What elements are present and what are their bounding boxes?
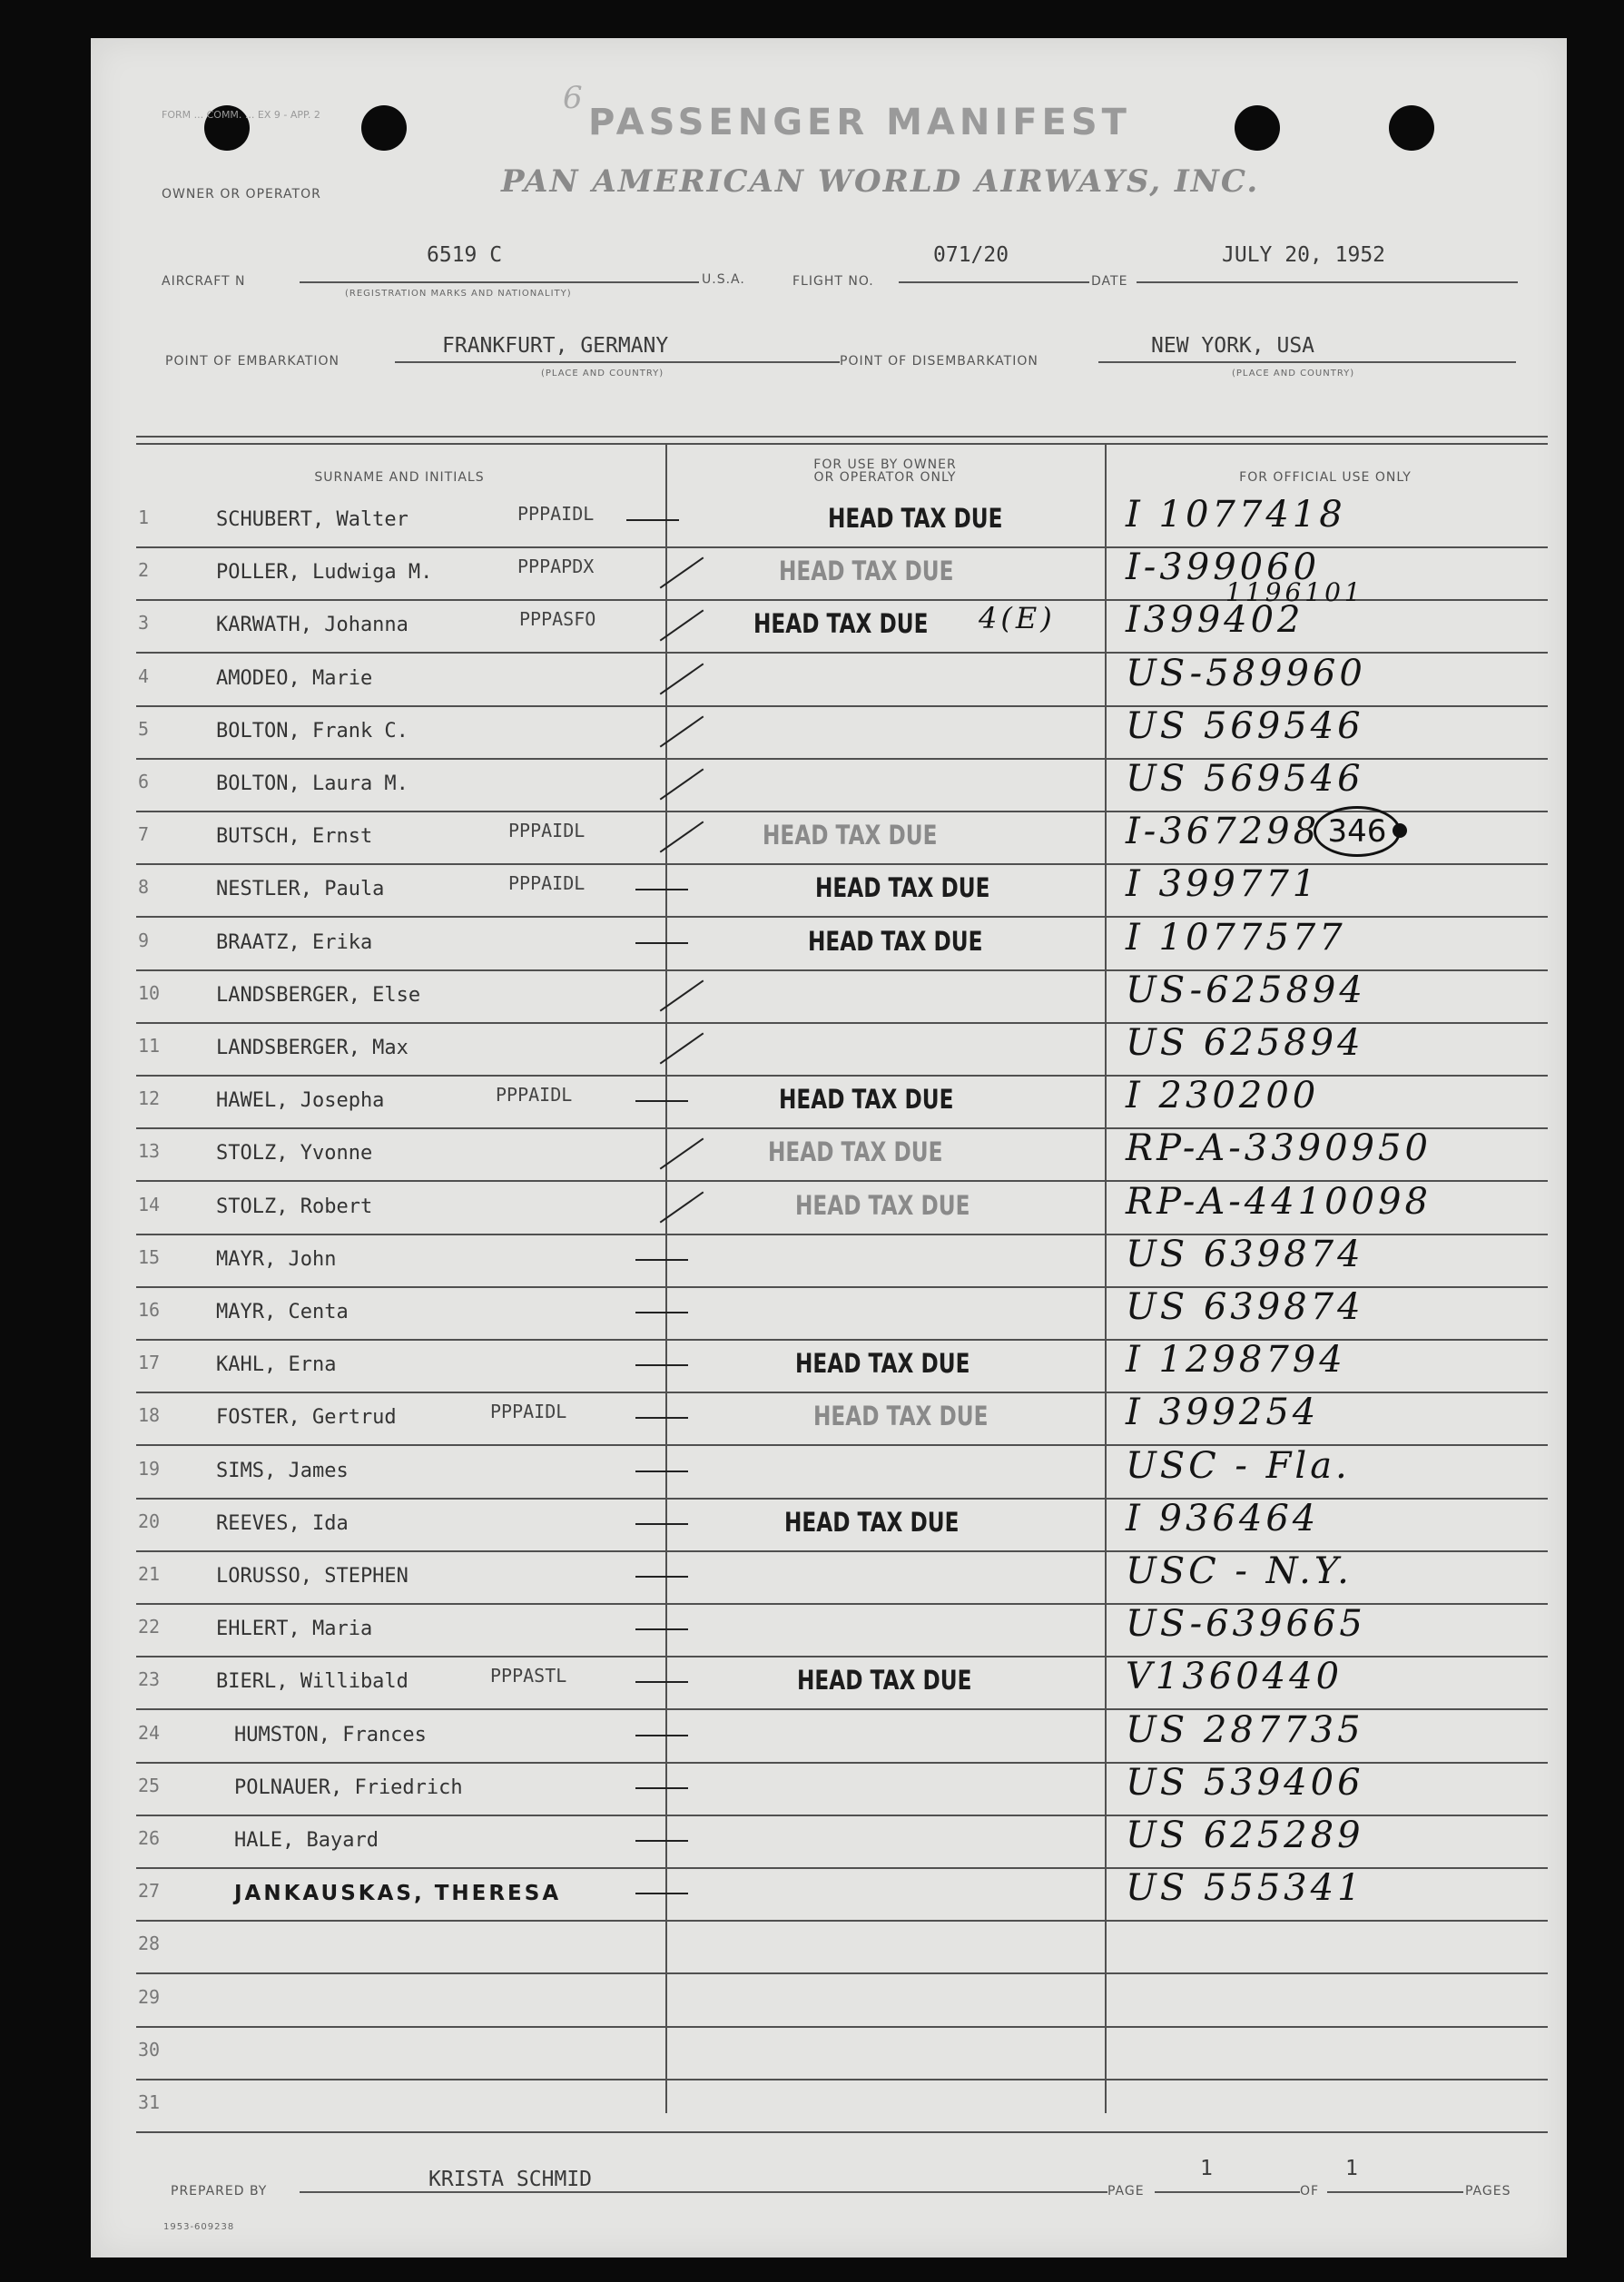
embarkation-label: POINT OF EMBARKATION <box>165 354 340 369</box>
official-entry: I 936464 <box>1126 1498 1320 1539</box>
passenger-name: HUMSTON, Frances <box>234 1724 427 1746</box>
check-mark <box>635 1471 688 1472</box>
row-number: 9 <box>138 930 150 951</box>
passport-code: PPPAIDL <box>508 872 586 894</box>
row-number: 23 <box>138 1668 161 1690</box>
official-entry: US 569546 <box>1126 705 1364 747</box>
row-number: 27 <box>138 1880 161 1902</box>
page-underline <box>1155 2191 1300 2193</box>
check-mark <box>635 1259 688 1261</box>
passport-code: PPPAPDX <box>517 556 595 577</box>
date-label: DATE <box>1091 274 1128 289</box>
passport-code: PPPAIDL <box>496 1084 573 1106</box>
official-entry: US 539406 <box>1126 1762 1364 1804</box>
passenger-name: STOLZ, Yvonne <box>216 1142 373 1165</box>
row-rule <box>136 2131 1548 2133</box>
page-number: 1 <box>1200 2157 1213 2180</box>
official-entry: I 1298794 <box>1126 1339 1346 1381</box>
column-divider-1 <box>665 443 667 2113</box>
check-mark <box>635 1628 688 1630</box>
row-number: 18 <box>138 1404 161 1426</box>
disembarkation-label: POINT OF DISEMBARKATION <box>840 354 1038 369</box>
row-number: 10 <box>138 982 161 1004</box>
head-tax-stamp: HEAD TAX DUE <box>815 872 990 903</box>
passenger-name: LANDSBERGER, Max <box>216 1037 408 1059</box>
total-pages: 1 <box>1345 2157 1358 2180</box>
passenger-name: EHLERT, Maria <box>216 1618 373 1640</box>
row-number: 5 <box>138 718 150 740</box>
prepared-by-underline <box>300 2191 1107 2193</box>
row-number: 8 <box>138 876 150 898</box>
official-entry: USC - N.Y. <box>1126 1550 1353 1592</box>
row-number: 25 <box>138 1775 161 1796</box>
punch-hole-4 <box>1389 105 1434 151</box>
aircraft-number: 6519 C <box>427 243 503 267</box>
passenger-name: HALE, Bayard <box>234 1829 379 1852</box>
flight-number: 071/20 <box>933 243 1009 267</box>
manifest-title: PASSENGER MANIFEST <box>588 102 1131 143</box>
passenger-name: LANDSBERGER, Else <box>216 984 421 1007</box>
passenger-name: POLNAUER, Friedrich <box>234 1776 463 1799</box>
circled-number: 346 <box>1314 806 1401 857</box>
row-number: 3 <box>138 612 150 634</box>
aircraft-underline <box>300 281 699 283</box>
official-entry: US 639874 <box>1126 1286 1364 1328</box>
column-divider-2 <box>1105 443 1107 2113</box>
check-mark <box>635 1417 688 1419</box>
passenger-name: JANKAUSKAS, THERESA <box>234 1882 562 1905</box>
prepared-by-name: KRISTA SCHMID <box>428 2168 593 2191</box>
check-mark <box>635 1893 688 1894</box>
check-mark <box>635 1787 688 1789</box>
official-note: 1196101 <box>1225 577 1364 607</box>
row-rule <box>136 1498 1548 1500</box>
punch-hole-3 <box>1235 105 1280 151</box>
aircraft-label: AIRCRAFT N <box>162 274 246 289</box>
official-entry: RP-A-4410098 <box>1126 1181 1432 1223</box>
column-head-surname: SURNAME AND INITIALS <box>314 470 485 485</box>
official-entry: US-625894 <box>1126 969 1366 1011</box>
passenger-name: BUTSCH, Ernst <box>216 825 373 848</box>
head-tax-stamp: HEAD TAX DUE <box>768 1136 943 1167</box>
page-label: PAGE <box>1107 2184 1145 2198</box>
usa-label: U.S.A. <box>702 272 745 287</box>
official-entry: I 1077577 <box>1126 917 1346 959</box>
head-tax-stamp: HEAD TAX DUE <box>828 503 1003 534</box>
row-number: 4 <box>138 665 150 687</box>
row-number: 21 <box>138 1563 161 1585</box>
check-mark <box>635 1523 688 1525</box>
row-number: 22 <box>138 1616 161 1638</box>
passenger-name: REEVES, Ida <box>216 1512 349 1535</box>
column-head-owner-line1: FOR USE BY OWNER <box>813 457 957 472</box>
official-entry: US 625289 <box>1126 1815 1364 1856</box>
row-rule <box>136 1972 1548 1974</box>
official-entry: I 399254 <box>1126 1392 1320 1433</box>
passenger-name: BOLTON, Frank C. <box>216 720 408 743</box>
official-entry: US 625894 <box>1126 1022 1364 1064</box>
embarkation-place: FRANKFURT, GERMANY <box>442 334 669 358</box>
row-number: 14 <box>138 1194 161 1215</box>
prepared-by-label: PREPARED BY <box>171 2184 268 2198</box>
row-number: 6 <box>138 771 150 792</box>
passenger-name: BIERL, Willibald <box>216 1670 408 1693</box>
of-label: OF <box>1300 2184 1320 2198</box>
column-head-official: FOR OFFICIAL USE ONLY <box>1239 470 1412 485</box>
check-mark <box>635 1100 688 1102</box>
top-scribble: 6 <box>563 80 583 116</box>
head-tax-stamp: HEAD TAX DUE <box>795 1190 970 1221</box>
row-number: 7 <box>138 823 150 845</box>
row-rule <box>136 1920 1548 1922</box>
flight-date: JULY 20, 1952 <box>1222 243 1386 267</box>
row-number: 30 <box>138 2039 161 2061</box>
head-tax-stamp: HEAD TAX DUE <box>784 1507 960 1538</box>
row-rule <box>136 2026 1548 2028</box>
row-rule <box>136 1392 1548 1393</box>
passenger-name: SIMS, James <box>216 1460 349 1482</box>
column-head-owner-line2: OR OPERATOR ONLY <box>813 470 957 485</box>
check-mark <box>635 942 688 944</box>
passenger-name: HAWEL, Josepha <box>216 1089 385 1112</box>
head-tax-stamp: HEAD TAX DUE <box>797 1665 972 1696</box>
check-mark <box>635 1576 688 1578</box>
passenger-name: MAYR, John <box>216 1248 337 1271</box>
row-number: 13 <box>138 1140 161 1162</box>
passenger-name: LORUSSO, STEPHEN <box>216 1565 408 1588</box>
passenger-name: BOLTON, Laura M. <box>216 772 408 795</box>
official-entry: US-589960 <box>1126 653 1366 694</box>
official-entry: I 399771 <box>1126 863 1320 905</box>
row-number: 2 <box>138 559 150 581</box>
disembarkation-note: (PLACE AND COUNTRY) <box>1232 369 1355 379</box>
row-number: 20 <box>138 1510 161 1532</box>
head-tax-stamp: HEAD TAX DUE <box>779 1084 954 1115</box>
official-entry: US 569546 <box>1126 758 1364 800</box>
official-entry: V1360440 <box>1126 1656 1343 1697</box>
owner-label: OWNER OR OPERATOR <box>162 187 321 202</box>
circled-number-dot <box>1393 823 1407 838</box>
passenger-name: FOSTER, Gertrud <box>216 1406 397 1429</box>
passenger-name: POLLER, Ludwiga M. <box>216 561 433 584</box>
date-underline <box>1137 281 1518 283</box>
row-number: 12 <box>138 1087 161 1109</box>
check-mark <box>635 1364 688 1366</box>
check-mark <box>635 1681 688 1683</box>
row-number: 28 <box>138 1933 161 1954</box>
check-mark <box>635 1735 688 1736</box>
head-tax-stamp: HEAD TAX DUE <box>813 1401 989 1431</box>
row-number: 11 <box>138 1035 161 1057</box>
aircraft-note: (REGISTRATION MARKS AND NATIONALITY) <box>345 289 572 299</box>
passenger-name: NESTLER, Paula <box>216 878 385 900</box>
embarkation-note: (PLACE AND COUNTRY) <box>541 369 664 379</box>
passenger-name: STOLZ, Robert <box>216 1195 373 1218</box>
table-top-rule-2 <box>136 443 1548 445</box>
passport-code: PPPAIDL <box>490 1401 567 1422</box>
stamp-note: 4(E) <box>979 601 1056 635</box>
form-id: FORM ... COMM. ... EX 9 - APP. 2 <box>162 109 320 121</box>
flight-label: FLIGHT NO. <box>792 274 874 289</box>
passport-code: PPPASTL <box>490 1665 567 1687</box>
passenger-name: SCHUBERT, Walter <box>216 508 408 531</box>
passport-code: PPPAIDL <box>508 820 586 841</box>
passenger-name: KAHL, Erna <box>216 1353 337 1376</box>
embarkation-underline <box>395 361 840 363</box>
row-rule <box>136 546 1548 548</box>
row-number: 16 <box>138 1299 161 1321</box>
head-tax-stamp: HEAD TAX DUE <box>808 926 983 957</box>
row-number: 26 <box>138 1827 161 1849</box>
official-entry: I-399060 <box>1126 546 1321 588</box>
airline-name: PAN AMERICAN WORLD AIRWAYS, INC. <box>501 163 1260 200</box>
row-number: 31 <box>138 2091 161 2113</box>
table-top-rule-1 <box>136 436 1548 438</box>
row-rule <box>136 863 1548 865</box>
passport-code: PPPASFO <box>519 608 596 630</box>
passenger-name: KARWATH, Johanna <box>216 614 408 636</box>
head-tax-stamp: HEAD TAX DUE <box>795 1348 970 1379</box>
official-entry: RP-A-3390950 <box>1126 1127 1432 1169</box>
official-entry: I399402 <box>1126 599 1304 641</box>
passenger-name: MAYR, Centa <box>216 1301 349 1323</box>
official-entry: US 287735 <box>1126 1709 1364 1751</box>
row-rule <box>136 1075 1548 1077</box>
check-mark <box>635 889 688 890</box>
official-entry: US 555341 <box>1126 1867 1364 1909</box>
official-entry: I 230200 <box>1126 1075 1320 1116</box>
row-number: 15 <box>138 1246 161 1268</box>
row-rule <box>136 2079 1548 2080</box>
check-mark <box>626 519 679 521</box>
official-entry: USC - Fla. <box>1126 1445 1351 1487</box>
row-number: 19 <box>138 1458 161 1480</box>
row-number: 29 <box>138 1986 161 2008</box>
official-entry: US 639874 <box>1126 1234 1364 1275</box>
passenger-name: BRAATZ, Erika <box>216 931 373 954</box>
disembarkation-underline <box>1098 361 1516 363</box>
row-number: 1 <box>138 507 150 528</box>
disembarkation-place: NEW YORK, USA <box>1151 334 1315 358</box>
head-tax-stamp: HEAD TAX DUE <box>763 820 938 851</box>
passenger-name: AMODEO, Marie <box>216 667 373 690</box>
head-tax-stamp: HEAD TAX DUE <box>779 556 954 586</box>
row-number: 24 <box>138 1722 161 1744</box>
passport-code: PPPAIDL <box>517 503 595 525</box>
official-entry: US-639665 <box>1126 1603 1366 1645</box>
check-mark <box>635 1312 688 1313</box>
pages-label: PAGES <box>1465 2184 1511 2198</box>
official-entry: I-367298 <box>1126 811 1321 852</box>
print-code: 1953-609238 <box>163 2222 235 2232</box>
check-mark <box>635 1840 688 1842</box>
of-underline <box>1327 2191 1463 2193</box>
punch-hole-2 <box>361 105 407 151</box>
official-entry: I 1077418 <box>1126 494 1346 536</box>
flight-underline <box>899 281 1089 283</box>
head-tax-stamp: HEAD TAX DUE <box>753 608 929 639</box>
row-number: 17 <box>138 1352 161 1373</box>
